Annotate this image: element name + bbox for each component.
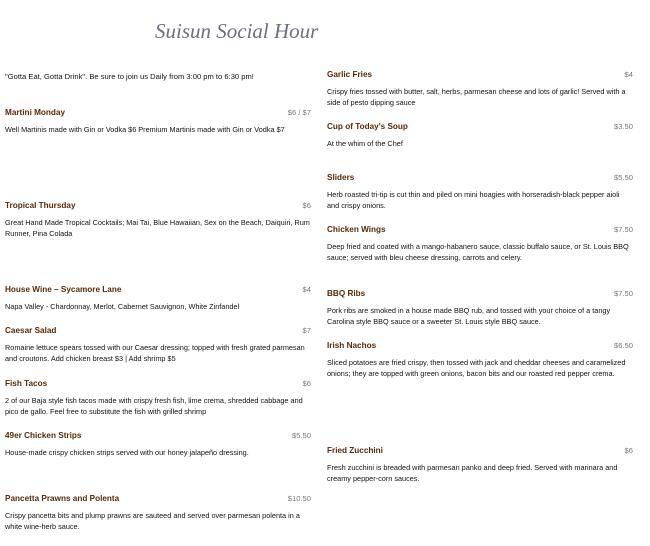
item-description: Well Martinis made with Gin or Vodka $6 Premium Martinis made with Gin or Vodka $7 (5, 125, 285, 134)
menu-item-irish-nachos (327, 341, 633, 379)
menu-item-house-wine (5, 285, 311, 312)
item-name: Martini Monday (5, 108, 66, 117)
item-name: Caesar Salad (5, 326, 57, 335)
item-price: $7.50 (613, 289, 633, 298)
item-price: $6 (302, 379, 311, 388)
item-name: House Wine – Sycamore Lane (5, 285, 122, 294)
item-description: Napa Valley - Chardonnay, Merlot, Cabernet Sauvignon, White Zinfandel (5, 302, 240, 311)
item-price: $6.50 (613, 341, 633, 350)
item-price: $5.50 (291, 431, 311, 440)
menu-item-caesar-salad (5, 326, 311, 364)
item-name: BBQ Ribs (327, 289, 366, 298)
item-description: Deep fried and coated with a mango-habanero sauce, classic buffalo sauce, or St. Louis BBQ sauce; served with bleu cheese dressing, carrots and celery. (327, 242, 629, 262)
item-description: Pork ribs are smoked in a house made BBQ rub, and tossed with your choice of a tangy Carolina style BBQ sauce or a sweeter St. Louis style BBQ sauce. (327, 306, 611, 326)
item-description: Fresh zucchini is breaded with parmesan panko and deep fried. Served with marinara and creamy pepper-corn sauces. (327, 463, 618, 483)
item-description: 2 of our Baja style fish tacos made with crispy fresh fish, lime crema, shredded cabbage and pico de gallo. Feel free to substitute the fish with grilled shrimp (5, 396, 303, 416)
menu-item-garlic-fries (327, 70, 633, 108)
item-description: Great Hand Made Tropical Cocktails; Mai Tai, Blue Hawaiian, Sex on the Beach, Daiquiri, Rum Runner, Pina Colada (5, 218, 310, 238)
menu-item-bbq-ribs (327, 289, 633, 327)
menu-item-chicken-strips (5, 431, 311, 458)
item-price: $5.50 (613, 173, 633, 182)
item-description: Sliced potatoes are fried crispy, then tossed with jack and cheddar cheeses and caramelized onions; they are topped with green onions, bacon bits and our roasted red pepper crema. (327, 358, 626, 378)
item-name: Sliders (327, 173, 355, 182)
item-price: $6 / $7 (287, 108, 311, 117)
menu-item-pancetta-prawns (5, 494, 311, 532)
item-name: Garlic Fries (327, 70, 373, 79)
menu-title: Suisun Social Hour (155, 19, 319, 43)
menu-item-fish-tacos (5, 379, 311, 417)
intro-text: "Gotta Eat, Gotta Drink". Be sure to join us Daily from 3:00 pm to 6:30 pm! (5, 72, 254, 81)
item-name: Fried Zucchini (327, 446, 383, 455)
item-name: Cup of Today's Soup (327, 122, 408, 131)
item-name: Pancetta Prawns and Polenta (5, 494, 120, 503)
item-description: Crispy fries tossed with butter, salt, herbs, parmesan cheese and lots of garlic! Served with a side of pesto dipping sauce (327, 87, 626, 107)
item-description: House-made crispy chicken strips served with our honey jalapeño dressing. (5, 448, 249, 457)
item-name: Chicken Wings (327, 225, 386, 234)
item-price: $3.50 (613, 122, 633, 131)
menu-item-tropical-thursday (5, 201, 311, 239)
item-description: Herb roasted tri-tip is cut thin and piled on mini hoagies with horseradish-black pepper aioli and crispy onions. (327, 190, 620, 210)
menu-item-fried-zucchini (327, 446, 633, 484)
item-description: Crispy pancetta bits and plump prawns are sauteed and served over parmesan polenta in a white wine-herb sauce. (5, 511, 300, 531)
item-price: $10.50 (287, 494, 311, 503)
item-description: At the whim of the Chef (327, 139, 403, 148)
menu-item-soup (327, 122, 633, 149)
item-name: Fish Tacos (5, 379, 48, 388)
item-price: $4 (624, 70, 633, 79)
menu-item-martini-monday (5, 108, 311, 135)
item-price: $7 (302, 326, 311, 335)
menu-item-sliders (327, 173, 633, 211)
item-description: Romaine lettuce spears tossed with our Caesar dressing; topped with fresh grated parmesan and croutons. Add chicken breast $3 | Add shrimp $5 (5, 343, 305, 363)
item-name: Tropical Thursday (5, 201, 76, 210)
item-price: $6 (302, 201, 311, 210)
menu-item-chicken-wings (327, 225, 633, 263)
item-price: $7.50 (613, 225, 633, 234)
item-name: 49er Chicken Strips (5, 431, 82, 440)
item-price: $6 (624, 446, 633, 455)
item-name: Irish Nachos (327, 341, 377, 350)
item-price: $4 (302, 285, 311, 294)
